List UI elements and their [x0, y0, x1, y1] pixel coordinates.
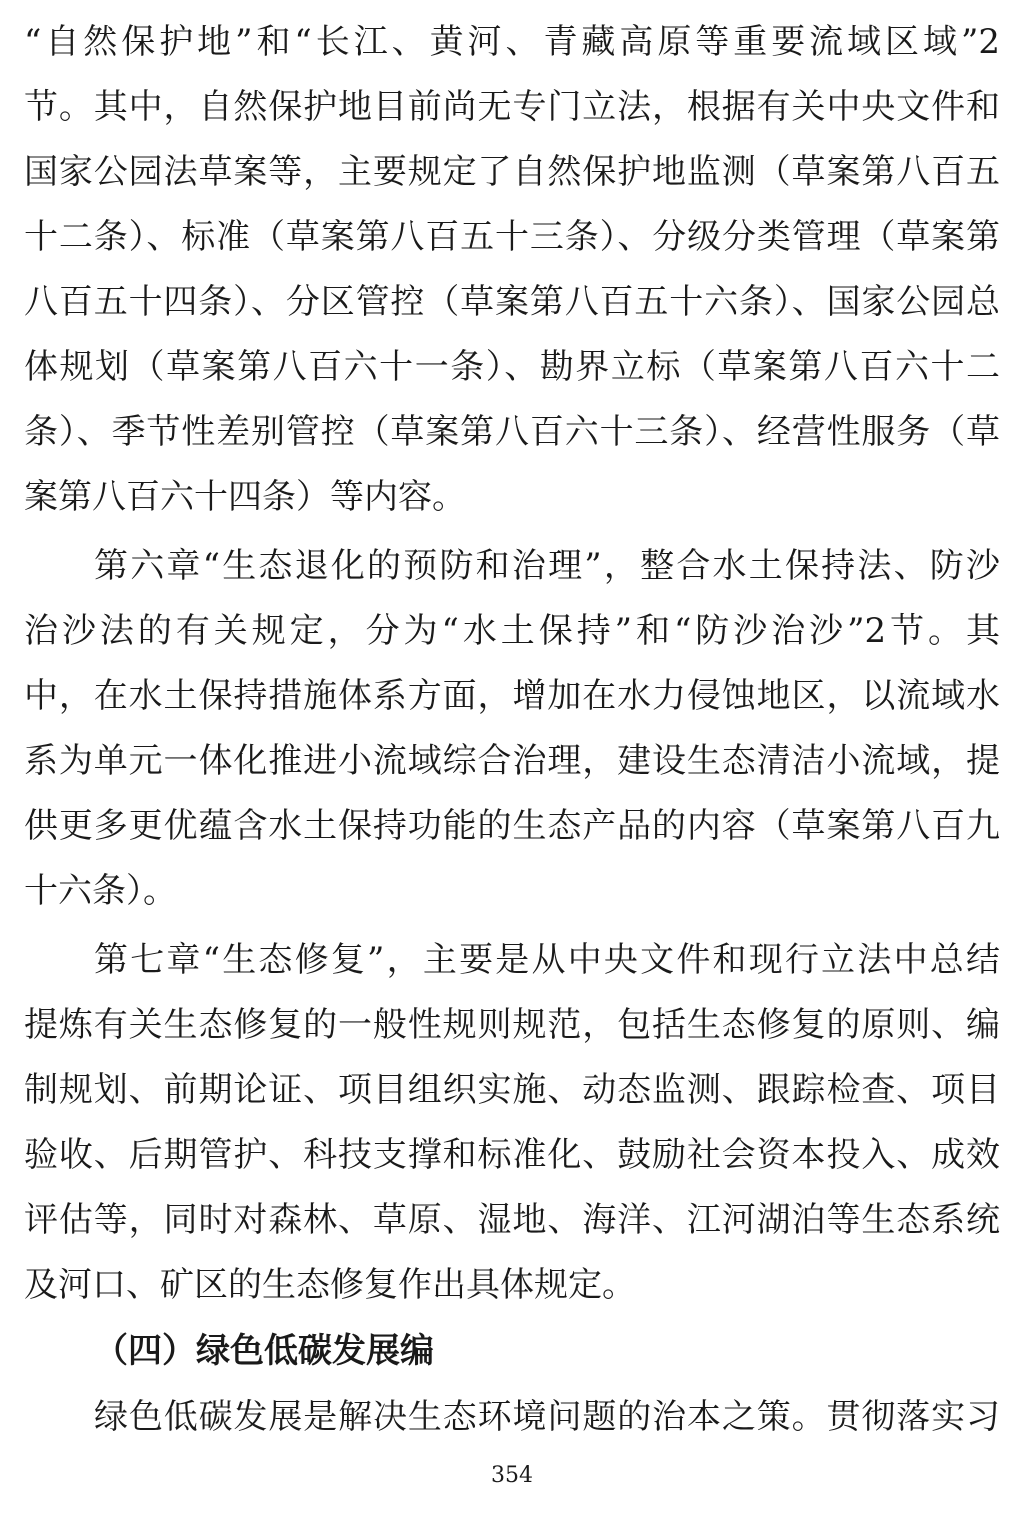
text-line-1: “自然保护地”和“长江、黄河、青藏高原等重要流域区域”2 [24, 22, 1000, 62]
text-line-22: 绿色低碳发展是解决生态环境问题的治本之策。贯彻落实习 [94, 1397, 1000, 1437]
section-heading: （四）绿色低碳发展编 [94, 1331, 434, 1371]
text-line-19: 评估等，同时对森林、草原、湿地、海洋、江河湖泊等生态系统 [24, 1200, 1000, 1240]
text-line-20: 及河口、矿区的生态修复作出具体规定。 [24, 1265, 636, 1305]
text-line-4: 十二条）、标准（草案第八百五十三条）、分级分类管理（草案第 [24, 217, 1000, 257]
text-line-2: 节。其中，自然保护地目前尚无专门立法，根据有关中央文件和 [24, 87, 1000, 127]
text-line-3: 国家公园法草案等，主要规定了自然保护地监测（草案第八百五 [24, 152, 1000, 192]
text-line-11: 中，在水土保持措施体系方面，增加在水力侵蚀地区，以流域水 [24, 676, 1000, 716]
text-line-6: 体规划（草案第八百六十一条）、勘界立标（草案第八百六十二 [24, 347, 1000, 387]
text-line-14: 十六条）。 [24, 871, 177, 911]
text-line-16: 提炼有关生态修复的一般性规则规范，包括生态修复的原则、编 [24, 1005, 1000, 1045]
text-line-13: 供更多更优蕴含水土保持功能的生态产品的内容（草案第八百九 [24, 806, 1000, 846]
text-line-12: 系为单元一体化推进小流域综合治理，建设生态清洁小流域，提 [24, 741, 1000, 781]
text-line-18: 验收、后期管护、科技支撑和标准化、鼓励社会资本投入、成效 [24, 1135, 1000, 1175]
text-line-7: 条）、季节性差别管控（草案第八百六十三条）、经营性服务（草 [24, 412, 1000, 452]
text-line-5: 八百五十四条）、分区管控（草案第八百五十六条）、国家公园总 [24, 282, 1000, 322]
text-line-8: 案第八百六十四条）等内容。 [24, 477, 466, 517]
text-line-17: 制规划、前期论证、项目组织实施、动态监测、跟踪检查、项目 [24, 1070, 1000, 1110]
text-line-9: 第六章“生态退化的预防和治理”，整合水土保持法、防沙 [94, 546, 1000, 586]
text-line-10: 治沙法的有关规定，分为“水土保持”和“防沙治沙”2节。其 [24, 611, 1000, 651]
page-number: 354 [491, 1463, 533, 1488]
text-line-15: 第七章“生态修复”，主要是从中央文件和现行立法中总结 [94, 940, 1000, 980]
